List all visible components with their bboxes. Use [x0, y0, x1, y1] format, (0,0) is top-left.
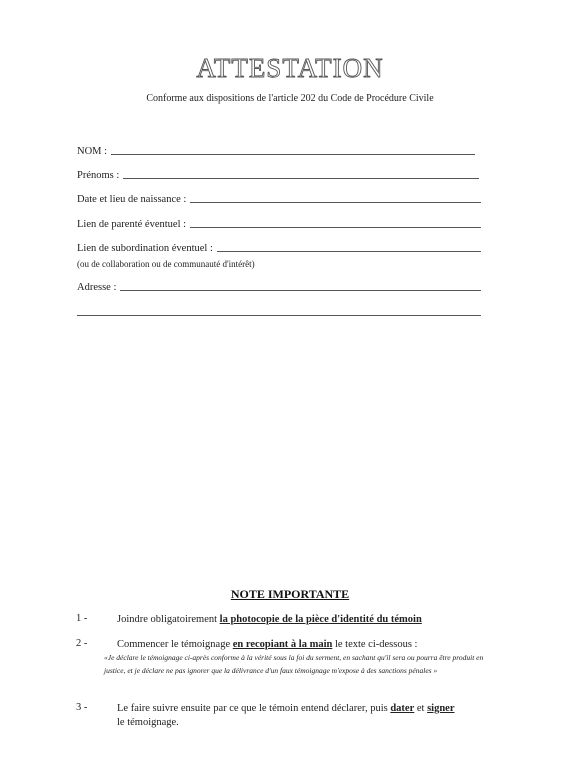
note-item-2-number: 2 -	[76, 638, 88, 649]
note-item-2-text	[117, 638, 497, 652]
field-subordination-line[interactable]	[217, 250, 481, 252]
page-title: ATTESTATION	[196, 53, 384, 83]
field-parente-label: Lien de parenté éventuel :	[77, 219, 187, 230]
field-subordination-label: Lien de subordination éventuel :	[77, 243, 213, 254]
field-nom-line[interactable]	[111, 153, 475, 155]
field-adresse-line-2[interactable]	[77, 315, 481, 316]
note-item-2-text-a: Commencer le témoignage	[117, 639, 233, 650]
field-adresse[interactable]	[77, 282, 481, 293]
note-item-1-number: 1 -	[76, 613, 88, 624]
field-parente[interactable]	[77, 219, 481, 230]
note-item-1-text-b: la photocopie de la pièce d'identité du témoin	[219, 614, 422, 625]
note-item-1-text-a: Joindre obligatoirement	[117, 614, 220, 625]
note-item-3-text-e: le témoignage.	[117, 717, 179, 728]
note-item-1-text	[117, 613, 497, 627]
field-date-lieu[interactable]	[77, 194, 481, 205]
field-adresse-line[interactable]	[120, 289, 481, 291]
field-subordination-note: (ou de collaboration ou de communauté d'intérêt)	[77, 259, 255, 269]
field-nom-label: NOM :	[77, 146, 108, 157]
note-title: NOTE IMPORTANTE	[230, 587, 350, 601]
page-subtitle: Conforme aux dispositions de l'article 202 du Code de Procédure Civile	[146, 93, 434, 104]
field-prenoms-label: Prénoms :	[77, 170, 120, 181]
field-parente-line[interactable]	[190, 226, 481, 228]
note-item-2-text-b: en recopiant à la main	[232, 639, 333, 650]
field-date-lieu-label: Date et lieu de naissance :	[77, 194, 187, 205]
field-prenoms[interactable]	[77, 170, 479, 181]
field-subordination[interactable]	[77, 243, 481, 254]
note-item-3-text-d: signer	[427, 703, 455, 714]
note-item-2-text-c: le texte ci-dessous :	[332, 639, 418, 650]
note-item-3-text-a: Le faire suivre ensuite par ce que le témoin entend déclarer, puis	[117, 703, 391, 714]
field-date-lieu-line[interactable]	[190, 201, 481, 203]
note-item-3-text-c: et	[414, 703, 428, 714]
field-adresse-label: Adresse :	[77, 282, 117, 293]
note-item-3-text-b: dater	[390, 703, 415, 714]
field-prenoms-line[interactable]	[123, 177, 479, 179]
field-nom[interactable]	[77, 146, 475, 157]
note-item-3-text	[117, 702, 462, 730]
note-item-2-quote: «Je déclare le témoignage ci-après conforme à la vérité sous la foi du serment, en sachant qu'il sera ou pourra être produit en justice, et je déclare ne pas ignorer que la délivrance d'un faux témoignage m'expose à des sanctions pénales »	[104, 653, 484, 675]
note-item-3-number: 3 -	[76, 702, 88, 713]
